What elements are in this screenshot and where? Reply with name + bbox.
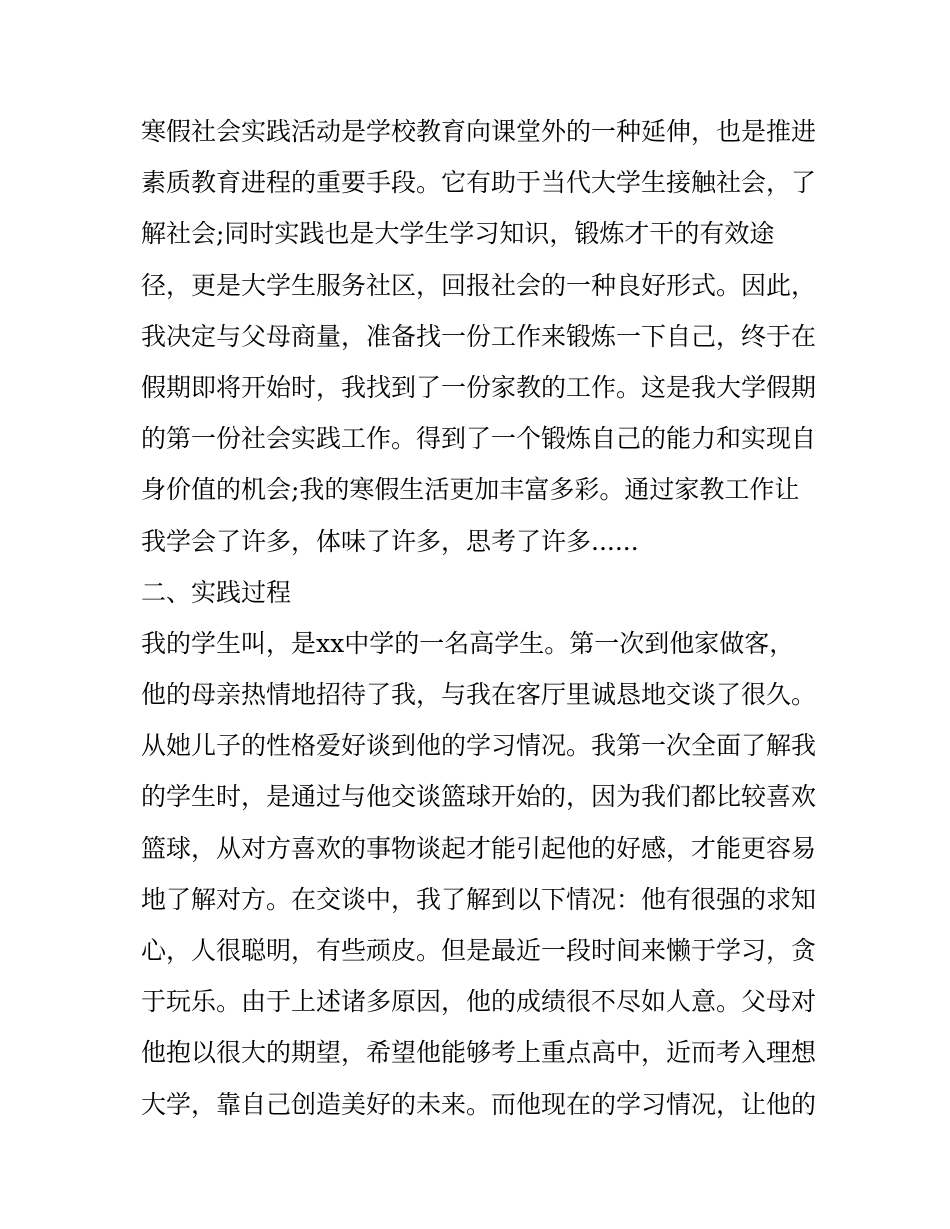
text-line-16: 地了解对方。在交谈中，我了解到以下情况：他有很强的求知 xyxy=(141,884,817,914)
text-line-11: 我的学生叫，是xx中学的一名高学生。第一次到他家做客， xyxy=(141,628,795,658)
text-line-1: 寒假社会实践活动是学校教育向课堂外的一种延伸，也是推进 xyxy=(141,117,817,146)
text-line-8: 身价值的机会;我的寒假生活更加丰富多彩。通过家教工作让 xyxy=(141,475,800,505)
section-heading: 二、实践过程 xyxy=(141,577,292,607)
text-line-13: 从她儿子的性格爱好谈到他的学习情况。我第一次全面了解我 xyxy=(141,731,817,761)
text-line-7: 的第一份社会实践工作。得到了一个锻炼自己的能力和实现自 xyxy=(141,424,817,454)
text-line-15: 篮球，从对方喜欢的事物谈起才能引起他的好感，才能更容易 xyxy=(141,833,817,863)
text-line-5: 我决定与父母商量，准备找一份工作来锻炼一下自己，终于在 xyxy=(141,321,817,351)
text-line-17: 心，人很聪明，有些顽皮。但是最近一段时间来懒于学习，贪 xyxy=(141,936,817,965)
text-line-3: 解社会;同时实践也是大学生学习知识，锻炼才干的有效途 xyxy=(141,219,775,249)
text-line-4: 径，更是大学生服务社区，回报社会的一种良好形式。因此， xyxy=(141,270,817,300)
text-line-6: 假期即将开始时，我找到了一份家教的工作。这是我大学假期 xyxy=(141,372,817,402)
text-line-9: 我学会了许多，体味了许多，思考了许多...... xyxy=(141,526,639,556)
text-line-2: 素质教育进程的重要手段。它有助于当代大学生接触社会，了 xyxy=(141,168,817,198)
text-line-20: 大学，靠自己创造美好的未来。而他现在的学习情况，让他的 xyxy=(141,1089,817,1119)
body-text xyxy=(141,106,821,1130)
text-line-19: 他抱以很大的期望，希望他能够考上重点高中，近而考入理想 xyxy=(141,1038,817,1068)
text-line-18: 于玩乐。由于上述诸多原因，他的成绩很不尽如人意。父母对 xyxy=(141,987,817,1017)
text-line-12: 他的母亲热情地招待了我，与我在客厅里诚恳地交谈了很久。 xyxy=(141,680,817,710)
text-line-14: 的学生时，是通过与他交谈篮球开始的，因为我们都比较喜欢 xyxy=(141,782,817,812)
